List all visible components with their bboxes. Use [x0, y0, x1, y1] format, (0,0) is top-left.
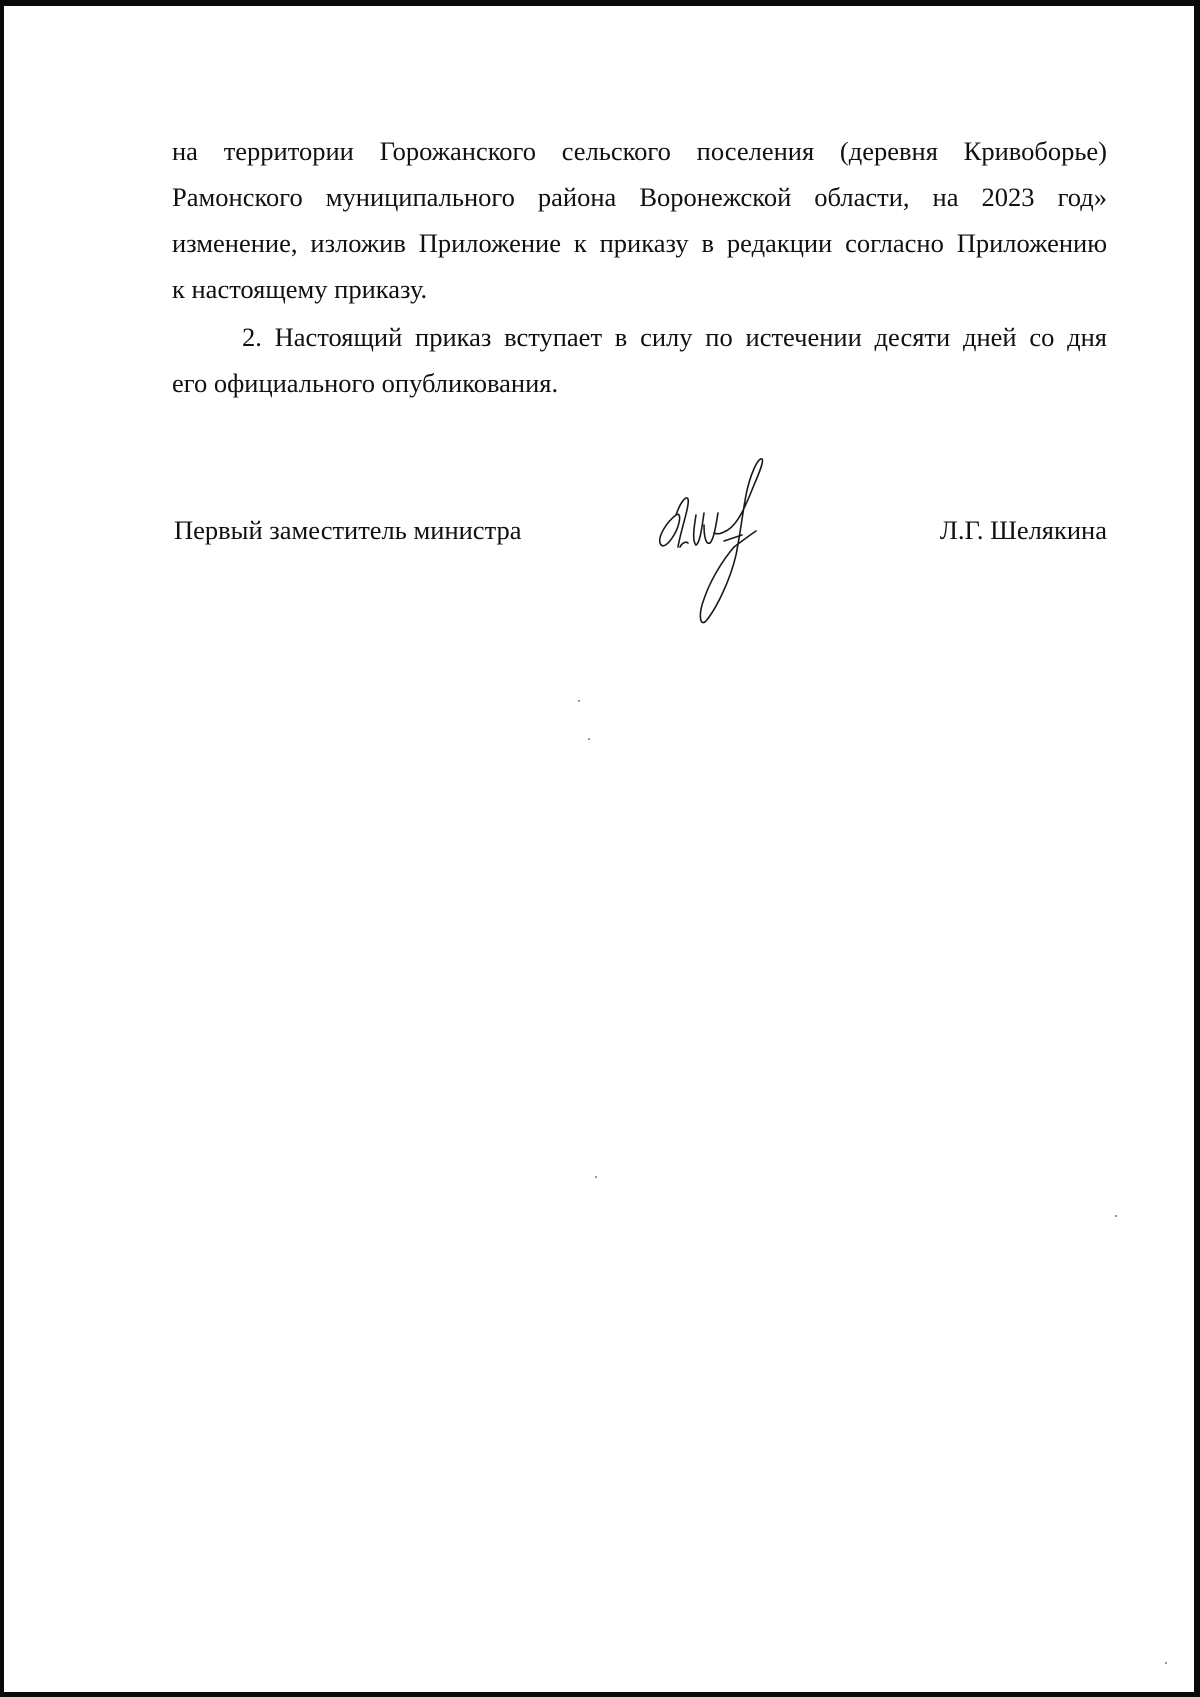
text-line: Рамонского муниципального района Воронежской области, на 2023 год»	[172, 182, 1107, 212]
signature-block	[172, 515, 1107, 575]
text-line: 2. Настоящий приказ вступает в силу по истечении десяти дней со дня	[242, 322, 1107, 352]
document-body	[172, 128, 1107, 406]
scan-speck	[1165, 1662, 1167, 1664]
paragraph-effective-date	[172, 314, 1107, 406]
scan-speck	[1115, 1215, 1117, 1217]
signatory-position: Первый заместитель министра	[174, 515, 522, 545]
signatory-name: Л.Г. Шелякина	[939, 515, 1107, 545]
text-line: на территории Горожанского сельского поселения (деревня Кривоборье)	[172, 136, 1107, 166]
handwritten-signature	[650, 455, 810, 625]
scan-border-right	[1194, 0, 1200, 1697]
text-line: к настоящему приказу.	[172, 274, 428, 304]
scan-border-top	[0, 0, 1200, 6]
scan-border-left	[0, 0, 4, 1697]
scan-speck	[588, 738, 590, 740]
scan-border-bottom	[0, 1692, 1200, 1697]
text-line: изменение, изложив Приложение к приказу в редакции согласно Приложению	[172, 228, 1107, 258]
text-line: его официального опубликования.	[172, 368, 559, 398]
scan-speck	[578, 700, 580, 702]
paragraph-amendment	[172, 128, 1107, 312]
scan-speck	[595, 1176, 597, 1178]
